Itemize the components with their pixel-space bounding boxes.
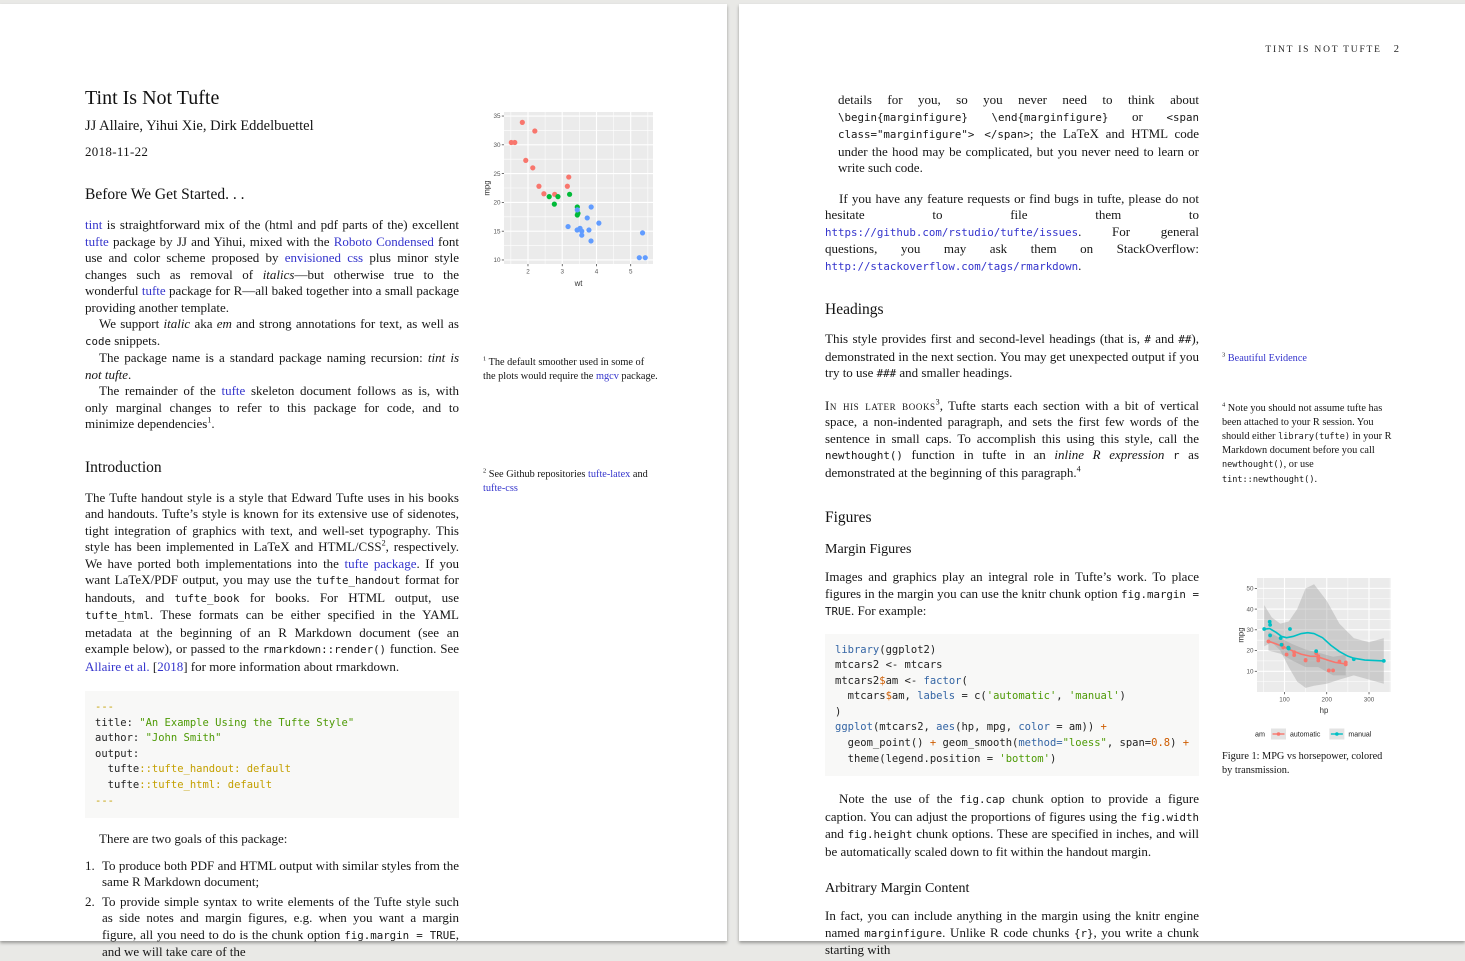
text-segment: + xyxy=(1182,737,1190,750)
text-segment: and xyxy=(825,826,848,842)
text-segment: italic xyxy=(163,316,191,331)
text-segment: ) xyxy=(1119,690,1126,703)
svg-text:30: 30 xyxy=(1246,627,1254,635)
text-segment: mtcars2 xyxy=(835,674,880,687)
paragraph-package-name xyxy=(85,350,459,383)
text-segment: tint is not tufte xyxy=(85,350,459,382)
code-line xyxy=(835,643,1189,659)
text-link[interactable]: 2018 xyxy=(157,658,184,674)
list-item-number: 2. xyxy=(85,893,95,909)
page1-main-column xyxy=(85,86,459,961)
document-page-2 xyxy=(739,4,1465,958)
date-line: 2018-11-22 xyxy=(85,144,149,159)
paragraph-fig-cap xyxy=(825,791,1199,860)
text-segment: 3 xyxy=(1222,351,1226,359)
text-segment: The Tufte handout style is a style that Edward Tufte uses in his books and handouts. Tufte’s style is known for its extensive use of sidenotes, tight integration of graphics with text, and well-set typography. This style has been implemented in LaTeX and HTML/CSS xyxy=(85,489,459,554)
text-segment: ::tufte_handout: default xyxy=(139,763,291,776)
text-segment: fig.cap xyxy=(959,793,1005,807)
text-link[interactable]: tufte package xyxy=(344,555,417,571)
code-line xyxy=(835,689,1189,705)
svg-text:5: 5 xyxy=(628,268,633,276)
text-segment: fig.margin = TRUE xyxy=(344,928,456,942)
text-segment: newthought() xyxy=(825,449,903,462)
code-line xyxy=(835,658,1189,674)
code-line xyxy=(95,778,449,794)
svg-text:20: 20 xyxy=(493,199,501,207)
text-segment xyxy=(1164,447,1173,462)
list-item xyxy=(85,894,459,961)
code-line xyxy=(835,736,1189,752)
text-link[interactable]: Roboto Condensed xyxy=(333,233,434,249)
heading-arbitrary-margin-content: Arbitrary Margin Content xyxy=(825,881,970,897)
figure-1-caption: Figure 1: MPG vs horsepower, colored by transmission. xyxy=(1222,751,1383,776)
text-segment: . If you want LaTeX/PDF output, you may use the xyxy=(85,555,460,587)
text-segment: mtcars2 <- mtcars xyxy=(835,659,943,672)
text-segment: ) xyxy=(835,705,842,718)
text-segment: chunk option to provide a figure caption. You can adjust the proportions of figures using the xyxy=(825,791,1199,824)
text-segment: r xyxy=(1173,449,1180,462)
svg-text:3: 3 xyxy=(560,268,564,276)
running-header-title: TINT IS NOT TUFTE xyxy=(1265,45,1382,55)
text-segment: , Tufte starts each section with a bit of vertical space, a non-indented paragraph, and sets the first few words of the sentence in small caps. To accomplish this using this style, call the xyxy=(825,397,1199,446)
svg-text:20: 20 xyxy=(1246,647,1254,655)
text-segment: The remainder of the xyxy=(99,383,222,398)
heading-headings: Headings xyxy=(825,301,884,318)
svg-text:automatic: automatic xyxy=(1290,731,1321,739)
text-segment: + xyxy=(1100,721,1107,734)
paragraph-feature-requests xyxy=(825,191,1199,276)
text-segment: 4 xyxy=(1222,401,1226,409)
scatter-plot-mpg-vs-wt xyxy=(483,106,659,296)
text-segment: library(tufte) xyxy=(1278,431,1350,442)
text-segment: [ xyxy=(149,658,158,674)
text-segment: (hp, mpg, xyxy=(955,721,1019,734)
text-segment: \begin{marginfigure} xyxy=(838,110,968,124)
code-line xyxy=(95,747,449,763)
code-line xyxy=(95,716,449,732)
text-segment: and smaller headings. xyxy=(896,365,1013,380)
list-item-text xyxy=(102,894,459,961)
text-segment: tint::newthought() xyxy=(1222,474,1315,485)
text-segment: , respectively. We have ported both implementations into the xyxy=(85,539,459,571)
text-segment: = c( xyxy=(955,690,987,703)
paragraph-intro-mix xyxy=(85,217,459,316)
text-segment: library xyxy=(835,643,880,656)
document-title: Tint Is Not Tufte xyxy=(85,87,220,109)
text-segment: output: xyxy=(95,747,140,760)
margin-figure-mpg-vs-hp xyxy=(1237,570,1395,744)
goals-ordered-list xyxy=(85,858,459,961)
text-segment: "An Example Using the Tufte Style" xyxy=(139,716,355,729)
text-segment: tufte_handout xyxy=(316,574,401,587)
text-segment: 2 xyxy=(381,538,386,548)
text-link[interactable]: http://stackoverflow.com/tags/rmarkdown xyxy=(825,259,1079,273)
text-segment: am <- xyxy=(885,674,924,687)
text-segment: Note the use of the xyxy=(839,791,960,807)
list-item-number: 1. xyxy=(85,857,95,873)
text-segment: in your R Markdown document before you call xyxy=(1222,430,1392,457)
svg-text:50: 50 xyxy=(1246,585,1254,593)
paragraph-heading-levels xyxy=(825,331,1199,383)
text-segment: am, xyxy=(891,690,918,703)
text-segment: geom_smooth( xyxy=(936,737,1019,750)
svg-text:100: 100 xyxy=(1279,696,1290,704)
text-segment: geom_point() xyxy=(835,737,930,750)
text-segment: fig.width xyxy=(1140,810,1199,824)
text-segment: rmarkdown::render() xyxy=(262,643,387,656)
text-segment: code xyxy=(85,334,111,348)
r-code-block xyxy=(825,634,1199,777)
sidenote-4 xyxy=(1222,402,1398,488)
text-segment: To produce both PDF and HTML output with similar styles from the same R Markdown document; xyxy=(102,857,459,890)
text-segment: ( xyxy=(961,674,968,687)
text-segment: tufte xyxy=(95,763,140,776)
text-segment: mtcars xyxy=(835,690,886,703)
text-segment: (ggplot2) xyxy=(879,643,937,656)
text-segment: and xyxy=(1150,331,1179,346)
heading-margin-figures: Margin Figures xyxy=(825,542,912,557)
text-segment: We support xyxy=(99,316,164,331)
sidenote-2 xyxy=(483,468,659,496)
text-segment: ::tufte_html: default xyxy=(139,778,273,791)
text-segment: inline R expression xyxy=(1054,447,1165,462)
heading-figures: Figures xyxy=(825,509,872,526)
text-segment: ## xyxy=(1178,333,1192,346)
text-link[interactable]: tufte xyxy=(85,233,109,249)
text-segment: em xyxy=(216,316,232,331)
text-segment: color xyxy=(1018,721,1050,734)
text-segment: In his later books xyxy=(825,397,936,413)
paragraph-two-goals xyxy=(85,831,459,848)
text-segment: <span class="marginfigure"> </span> xyxy=(838,110,1199,141)
text-segment: --- xyxy=(95,794,114,807)
text-segment: and xyxy=(630,469,648,480)
text-segment: tufte xyxy=(95,778,140,791)
text-segment: . xyxy=(1314,473,1318,485)
yaml-code-block xyxy=(85,691,459,818)
svg-text:mpg: mpg xyxy=(483,180,492,196)
code-line xyxy=(95,762,449,778)
list-item xyxy=(85,858,459,891)
text-segment: package for R—all baked together into a small package providing another template. xyxy=(85,283,459,315)
text-segment: . These formats can be either specified in the YAML metadata at the beginning of an R Markdown document (see an example below), or passed to the xyxy=(85,607,459,656)
svg-text:25: 25 xyxy=(493,170,501,178)
text-segment: snippets. xyxy=(110,332,161,348)
text-segment: $ xyxy=(885,690,892,703)
text-segment: ### xyxy=(876,367,897,380)
text-segment: tufte_book xyxy=(174,591,240,605)
text-segment: --- xyxy=(95,701,114,713)
text-segment: "loess" xyxy=(1062,737,1107,750)
text-link[interactable]: tint xyxy=(85,217,103,232)
svg-text:200: 200 xyxy=(1321,696,1333,704)
text-link[interactable]: https://github.com/rstudio/tufte/issues xyxy=(825,225,1079,239)
svg-text:40: 40 xyxy=(1246,606,1254,614)
page-number: 2 xyxy=(1393,44,1399,55)
paragraph-remainder xyxy=(85,383,459,433)
text-segment: If you have any feature requests or find bugs in tufte, please do not hesitate to file them to xyxy=(825,190,1199,222)
text-segment: marginfigure xyxy=(864,926,943,940)
text-segment: \end{marginfigure} xyxy=(991,110,1109,124)
author-line: JJ Allaire, Yihui Xie, Dirk Eddelbuettel xyxy=(85,118,314,134)
text-segment: To provide simple syntax to write elements of the Tufte style such as side notes and margin figures, e.g. when you want a margin figure, all you need to do is the chunk option xyxy=(102,893,459,942)
text-segment: (mtcars2, xyxy=(872,721,937,734)
text-segment: is straightforward mix of the (html and pdf parts of the) excellent xyxy=(102,217,459,232)
text-segment: method= xyxy=(1018,737,1063,750)
text-segment: format for handouts, and xyxy=(85,572,459,605)
text-link[interactable]: tufte xyxy=(141,283,166,298)
text-segment: as demonstrated at the beginning of this paragraph. xyxy=(825,447,1200,480)
text-segment: . Unlike R code chunks xyxy=(942,924,1074,940)
text-segment: fig.margin = TRUE xyxy=(825,587,1200,618)
text-segment: # xyxy=(1144,333,1151,346)
text-link[interactable]: Allaire et al. xyxy=(85,658,150,674)
text-segment: + xyxy=(929,737,937,750)
text-segment: details for you, so you never need to think about xyxy=(838,92,1199,107)
text-segment: See Github repositories xyxy=(486,469,588,480)
paragraph-newthought xyxy=(825,398,1199,482)
text-link[interactable]: Beautiful Evidence xyxy=(1227,353,1307,364)
text-segment: aes xyxy=(936,721,956,734)
text-segment: theme(legend.position = xyxy=(835,752,1000,765)
svg-text:30: 30 xyxy=(493,142,501,150)
text-segment: package by JJ and Yihui, mixed with the xyxy=(108,233,334,249)
text-segment: = am)) xyxy=(1049,721,1101,734)
text-segment: or xyxy=(1108,108,1167,124)
sidenote-1 xyxy=(483,356,659,384)
text-segment: The package name is a standard package naming recursion: xyxy=(99,350,428,365)
svg-text:35: 35 xyxy=(493,113,501,121)
text-segment: package. xyxy=(618,370,658,382)
text-segment: 'manual' xyxy=(1068,690,1120,703)
code-line xyxy=(835,674,1189,690)
svg-text:300: 300 xyxy=(1363,696,1375,704)
text-segment: 'bottom' xyxy=(999,752,1050,765)
svg-text:am: am xyxy=(1255,729,1265,739)
text-segment: ) xyxy=(1049,752,1057,765)
text-segment: and strong annotations for text, as well as xyxy=(231,316,459,331)
text-segment: Note you should not assume tufte has been attached to your R session. You should either xyxy=(1222,403,1383,442)
paragraph-tufte-style xyxy=(85,490,459,676)
document-page-1 xyxy=(0,4,727,960)
text-segment: ; the LaTeX and HTML code under the hood may be complicated, but you never need to learn or write such code. xyxy=(838,126,1199,175)
running-header xyxy=(1265,44,1399,55)
text-link[interactable]: envisioned css xyxy=(284,250,364,265)
text-segment: plus minor style changes such as removal of xyxy=(85,250,459,282)
code-line xyxy=(95,700,449,716)
text-segment: 4 xyxy=(1076,464,1081,474)
text-segment: There are two goals of this package: xyxy=(99,831,288,847)
text-segment: fig.height xyxy=(847,828,913,842)
text-segment: title: xyxy=(95,716,140,729)
text-segment: labels xyxy=(917,690,956,703)
text-segment: $ xyxy=(879,674,886,687)
svg-text:10: 10 xyxy=(1246,668,1254,676)
text-segment: —but otherwise true to the wonderful xyxy=(85,266,460,298)
text-segment: function. See xyxy=(386,641,460,656)
text-segment: . For example: xyxy=(850,603,927,618)
text-link[interactable]: mgcv xyxy=(595,370,619,382)
text-segment: , and we will take care of the xyxy=(102,926,459,960)
text-segment: The default smoother used in some of the plots would require the xyxy=(483,357,645,382)
paragraph-images-graphics xyxy=(825,569,1199,621)
text-segment: 'automatic' xyxy=(986,690,1057,703)
text-segment: . For general questions, you may ask them on StackOverflow: xyxy=(825,223,1199,256)
code-line xyxy=(835,752,1189,768)
svg-text:10: 10 xyxy=(493,257,501,265)
code-line xyxy=(95,794,449,810)
page2-main-column xyxy=(825,92,1199,959)
text-segment: 3 xyxy=(935,397,940,407)
text-segment: italics xyxy=(262,266,295,282)
text-segment: , xyxy=(1056,690,1069,703)
text-segment: 0.8 xyxy=(1151,737,1171,750)
text-segment: aka xyxy=(190,316,217,331)
text-segment: font use and color scheme proposed by xyxy=(85,233,459,265)
list-item-text xyxy=(102,858,459,891)
text-segment: This style provides first and second-level headings (that is, xyxy=(825,331,1145,346)
text-segment: . xyxy=(1078,257,1082,273)
text-link[interactable]: tufte-latex xyxy=(588,469,631,480)
svg-text:manual: manual xyxy=(1348,731,1372,739)
svg-text:wt: wt xyxy=(574,279,583,288)
text-segment: ) xyxy=(1170,737,1183,750)
text-segment: author: xyxy=(95,732,146,745)
text-segment: chunk options. These are specified in inches, and will be automatically scaled down to fit within the handout margin. xyxy=(825,826,1199,859)
heading-introduction: Introduction xyxy=(85,458,162,476)
text-segment: ), demonstrated in the next section. You may get unexpected output if you try to use xyxy=(825,331,1199,380)
text-segment: . xyxy=(211,416,215,431)
text-segment: ] for more information about rmarkdown. xyxy=(183,658,400,674)
text-segment: 2 xyxy=(483,467,487,475)
text-segment: Images and graphics play an integral role in Tufte’s work. To place figures in the margin you can use the knitr chunk option xyxy=(825,569,1199,601)
svg-text:hp: hp xyxy=(1319,706,1329,715)
paragraph-marginfigure-engine xyxy=(825,908,1199,959)
code-line xyxy=(835,720,1189,736)
text-segment: 1 xyxy=(207,415,212,425)
svg-text:15: 15 xyxy=(493,228,501,236)
code-line xyxy=(95,731,449,747)
svg-text:2: 2 xyxy=(526,268,530,276)
text-segment: skeleton document follows as is, with only marginal changes to refer to this package for code, and to minimize dependencies xyxy=(85,383,459,431)
svg-text:4: 4 xyxy=(594,268,599,276)
text-segment: ggplot xyxy=(835,721,873,734)
svg-text:mpg: mpg xyxy=(1237,627,1246,643)
text-segment: {r} xyxy=(1073,926,1094,940)
paragraph-we-support xyxy=(85,316,459,350)
code-line xyxy=(835,705,1189,721)
text-segment: newthought() xyxy=(1222,460,1284,471)
text-segment: function in tufte in an xyxy=(902,447,1055,462)
paragraph-continuation xyxy=(825,92,1199,177)
text-segment: , or use xyxy=(1283,459,1314,471)
text-segment xyxy=(968,109,992,124)
text-segment: for books. For HTML output, use xyxy=(239,589,459,605)
heading-before-we-get-started: Before We Get Started. . . xyxy=(85,186,245,203)
text-segment: "John Smith" xyxy=(145,732,222,745)
text-segment: , you write a chunk starting with xyxy=(825,924,1199,958)
text-segment: , span= xyxy=(1106,737,1152,750)
text-link[interactable]: tufte xyxy=(221,383,246,398)
text-segment: In fact, you can include anything in the margin using the knitr engine named xyxy=(825,908,1199,940)
text-link[interactable]: tufte-css xyxy=(483,482,518,494)
text-segment: tufte_html xyxy=(85,609,150,622)
sidenote-3 xyxy=(1222,352,1398,366)
text-segment: . xyxy=(127,366,132,382)
text-segment: factor xyxy=(923,674,962,687)
text-segment: 1 xyxy=(483,355,487,363)
